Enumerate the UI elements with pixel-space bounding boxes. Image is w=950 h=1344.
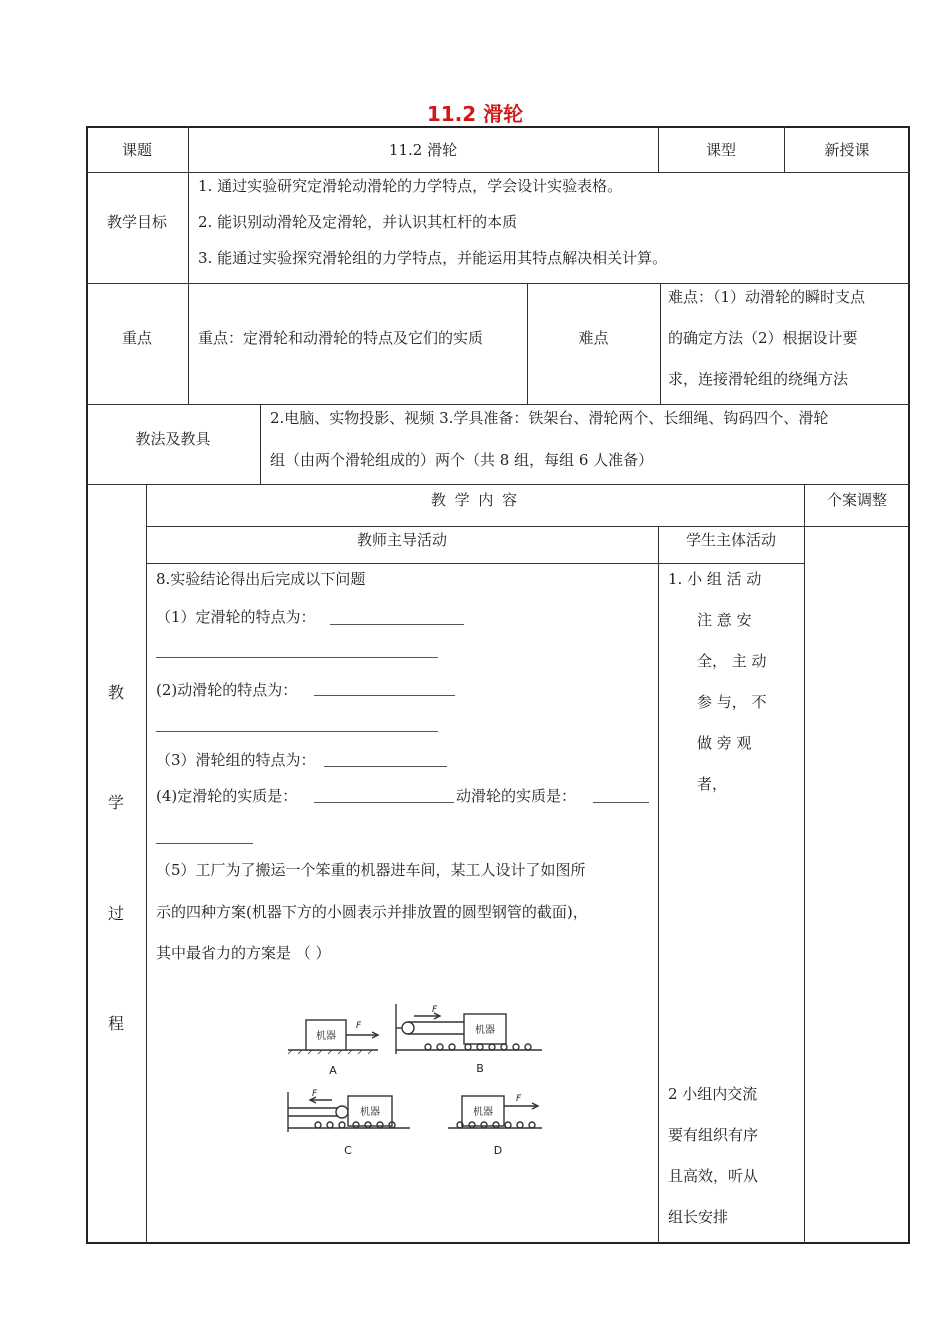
- difficulty-line: 求，连接滑轮组的绕绳方法: [668, 370, 849, 388]
- methods-line: 组（由两个滑轮组成的）两个（共 8 组，每组 6 人准备）: [270, 451, 654, 469]
- type-value: 新授课: [824, 141, 870, 159]
- question-1: （1）定滑轮的特点为：: [156, 608, 316, 626]
- goals-label: 教学目标: [106, 213, 167, 231]
- question-4b: 动滑轮的实质是：: [456, 787, 577, 805]
- machine-label: 机器: [475, 1025, 495, 1036]
- question-5-line: （5）工厂为了搬运一个笨重的机器进车间，某工人设计了如图所: [156, 861, 586, 879]
- goal-item: 3. 能通过实验探究滑轮组的力学特点，并能运用其特点解决相关计算。: [198, 249, 668, 267]
- answer-blank: [156, 843, 253, 844]
- key-label: 重点: [121, 329, 152, 347]
- student-activity-line: 且高效，听从: [668, 1167, 759, 1185]
- process-side-char: 程: [107, 1014, 124, 1033]
- question-3: （3）滑轮组的特点为：: [156, 751, 316, 769]
- force-label: F: [356, 1021, 362, 1031]
- scheme-d: [448, 1096, 542, 1128]
- methods-line: 2.电脑、实物投影、视频 3.学具准备：铁架台、滑轮两个、长细绳、钩码四个、滑轮: [270, 409, 829, 427]
- process-side-char: 过: [107, 904, 124, 923]
- student-activity-line: 做 旁 观: [697, 734, 752, 752]
- goal-item: 1. 通过实验研究定滑轮动滑轮的力学特点，学会设计实验表格。: [198, 177, 623, 195]
- student-activity-line: 2 小组内交流: [668, 1085, 758, 1103]
- machine-label: 机器: [473, 1107, 493, 1118]
- force-label: F: [312, 1089, 318, 1099]
- type-label: 课型: [705, 141, 736, 159]
- answer-blank: [314, 802, 454, 803]
- student-header: 学生主体活动: [685, 531, 776, 549]
- topic-value: 11.2 滑轮: [388, 141, 458, 159]
- answer-blank: [593, 802, 649, 803]
- page-title: 11.2 滑轮: [426, 102, 524, 126]
- figure-caption: C: [344, 1144, 352, 1157]
- student-activity-line: 注 意 安: [697, 611, 752, 629]
- student-activity-line: 组长安排: [668, 1208, 729, 1226]
- col-divider: [188, 283, 189, 405]
- process-side-char: 教: [107, 683, 124, 702]
- student-activity-line: 全， 主 动: [697, 652, 767, 670]
- teacher-header: 教师主导活动: [356, 531, 447, 549]
- answer-blank: [156, 657, 438, 658]
- machine-label: 机器: [316, 1031, 336, 1042]
- col-divider: [660, 283, 661, 405]
- machine-label: 机器: [360, 1107, 380, 1118]
- topic-label: 课题: [121, 141, 152, 159]
- question-4a: (4)定滑轮的实质是：: [156, 787, 298, 805]
- figure-caption: A: [329, 1064, 337, 1077]
- answer-blank: [314, 695, 455, 696]
- pulley-schemes-figure: [280, 1004, 550, 1164]
- col-divider: [146, 484, 147, 1244]
- force-label: F: [432, 1005, 438, 1015]
- key-content: 重点：定滑轮和动滑轮的特点及它们的实质: [198, 329, 484, 347]
- content-header: 教 学 内 容: [430, 491, 520, 509]
- force-label: F: [516, 1094, 522, 1104]
- difficulty-line: 的确定方法（2）根据设计要: [668, 329, 858, 347]
- question-2: (2)动滑轮的特点为：: [156, 681, 298, 699]
- question-5-line: 其中最省力的方案是 （ ）: [156, 944, 331, 962]
- scheme-b: [396, 1004, 542, 1054]
- figure-caption: D: [493, 1144, 503, 1157]
- difficulty-label: 难点: [578, 329, 609, 347]
- difficulty-line: 难点：（1）动滑轮的瞬时支点: [668, 288, 866, 306]
- question-5-line: 示的四种方案(机器下方的小圆表示并排放置的圆型钢管的截面)，: [156, 903, 588, 921]
- scheme-c: [288, 1092, 410, 1132]
- col-divider: [260, 404, 261, 485]
- process-side-char: 学: [107, 793, 124, 812]
- row-divider: [146, 563, 804, 564]
- col-divider: [804, 484, 805, 1244]
- student-activity-line: 参 与， 不: [697, 693, 767, 711]
- methods-label: 教法及教具: [135, 430, 211, 448]
- answer-blank: [330, 624, 464, 625]
- row-divider: [86, 283, 910, 284]
- student-activity-line: 要有组织有序: [668, 1126, 759, 1144]
- row-divider: [146, 526, 910, 527]
- figure-caption: B: [476, 1062, 484, 1075]
- answer-blank: [156, 731, 438, 732]
- student-activity-line: 者，: [697, 775, 728, 793]
- student-activity-line: 1. 小 组 活 动: [668, 570, 762, 588]
- col-divider: [658, 526, 659, 1244]
- row-divider: [86, 484, 910, 485]
- row-divider: [86, 172, 910, 173]
- goal-item: 2. 能识别动滑轮及定滑轮，并认识其杠杆的本质: [198, 213, 518, 231]
- answer-blank: [324, 766, 447, 767]
- row-divider: [86, 404, 910, 405]
- question-intro: 8.实验结论得出后完成以下问题: [156, 570, 366, 588]
- adjust-header: 个案调整: [826, 491, 887, 509]
